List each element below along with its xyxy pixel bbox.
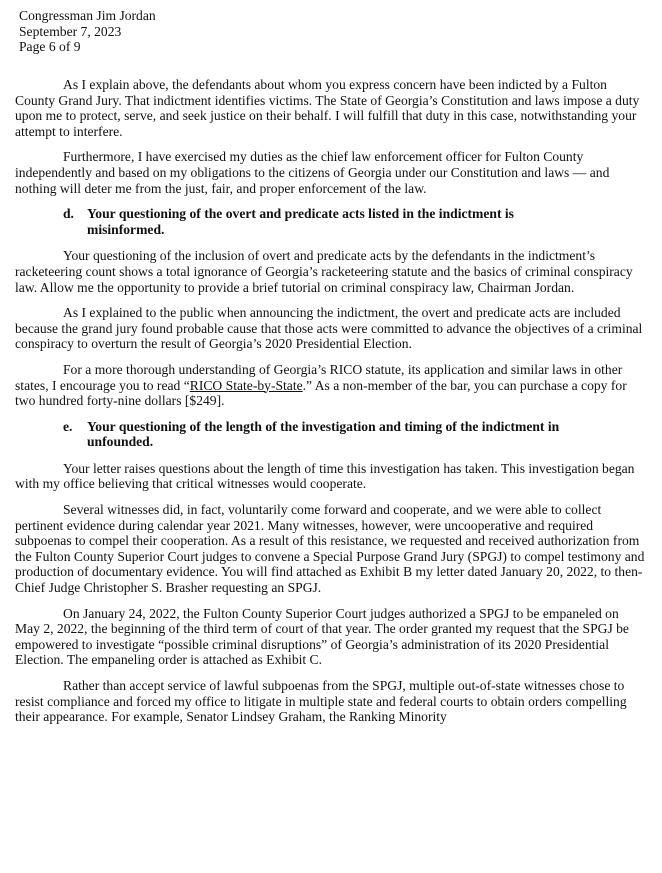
paragraph-2: Furthermore, I have exercised my duties as the chief law enforcement officer for Fulton County independently and based on my obligations to the citizens of Georgia under our Constitution and laws — and nothing will deter me from the just, fair, and proper enforcement of the law. [15, 149, 610, 196]
page-number-line: Page 6 of 9 [19, 39, 81, 55]
paragraph-3: Your questioning of the inclusion of overt and predicate acts by the defendants in the indictment’s racketeering count shows a total ignorance of Georgia’s racketeering statute and the basics of criminal conspiracy law. Allow me the opportunity to provide a brief tutorial on criminal conspiracy law, Chairman Jordan. [15, 248, 633, 295]
letter-header [19, 8, 156, 55]
section-heading-d [15, 206, 647, 237]
letter-body [15, 77, 647, 735]
rico-book-link[interactable]: RICO State-by-State [189, 377, 303, 393]
recipient-line: Congressman Jim Jordan [19, 8, 156, 23]
paragraph-9: Rather than accept service of lawful subpoenas from the SPGJ, multiple out-of-state witnesses chose to resist compliance and forced my office to litigate in multiple state and federal courts to obtain orders compelling their appearance. For example, Senator Lindsey Graham, the Ranking Minority [15, 678, 627, 725]
section-title-e: Your questioning of the length of the investigation and timing of the indictment in unfounded. [87, 418, 560, 450]
paragraph-7: Several witnesses did, in fact, voluntarily come forward and cooperate, and we were able to collect pertinent evidence during calendar year 2021. Many witnesses, however, were uncooperative and required subpoenas to compel their cooperation. As a result of this resistance, we requested and received authorization from the Fulton County Superior Court judges to convene a Special Purpose Grand Jury (SPGJ) to compel testimony and production of documentary evidence. You will find attached as Exhibit B my letter dated January 20, 2022, to then-Chief Judge Christopher S. Brasher requesting an SPGJ. [15, 502, 645, 596]
section-heading-e [15, 419, 647, 450]
paragraph-5-text-after: .” As a non-member of the bar, you can purchase a copy for two hundred forty-nine dollars [$249]. [15, 377, 627, 409]
section-letter-e: e. [63, 418, 73, 434]
section-letter-d: d. [63, 206, 74, 222]
paragraph-6: Your letter raises questions about the length of time this investigation has taken. This investigation began with my office believing that critical witnesses would cooperate. [15, 460, 635, 492]
date-line: September 7, 2023 [19, 23, 122, 39]
paragraph-5-text-before: For a more thorough understanding of Georgia’s RICO statute, its application and similar laws in other states, I encourage you to read “ [15, 361, 623, 393]
paragraph-8: On January 24, 2022, the Fulton County Superior Court judges authorized a SPGJ to be empaneled on May 2, 2022, the beginning of the third term of court of that year. The order granted my request that the SPGJ be empowered to investigate “possible criminal disruptions” of Georgia’s administration of its 2020 Presidential Election. The empaneling order is attached as Exhibit C. [15, 605, 629, 668]
section-title-d: Your questioning of the overt and predicate acts listed in the indictment is misinformed. [87, 206, 514, 237]
paragraph-5 [15, 362, 647, 409]
paragraph-4: As I explained to the public when announcing the indictment, the overt and predicate acts are included because the grand jury found probable cause that those acts were committed to advance the objectives of a criminal conspiracy to overturn the result of Georgia’s 2020 Presidential Election. [15, 305, 643, 352]
paragraph-1: As I explain above, the defendants about whom you express concern have been indicted by a Fulton County Grand Jury. That indictment identifies victims. The State of Georgia’s Constitution and laws impose a duty upon me to protect, serve, and seek justice on their behalf. I will fulfill that duty in this case, notwithstanding your attempt to interfere. [15, 77, 640, 139]
